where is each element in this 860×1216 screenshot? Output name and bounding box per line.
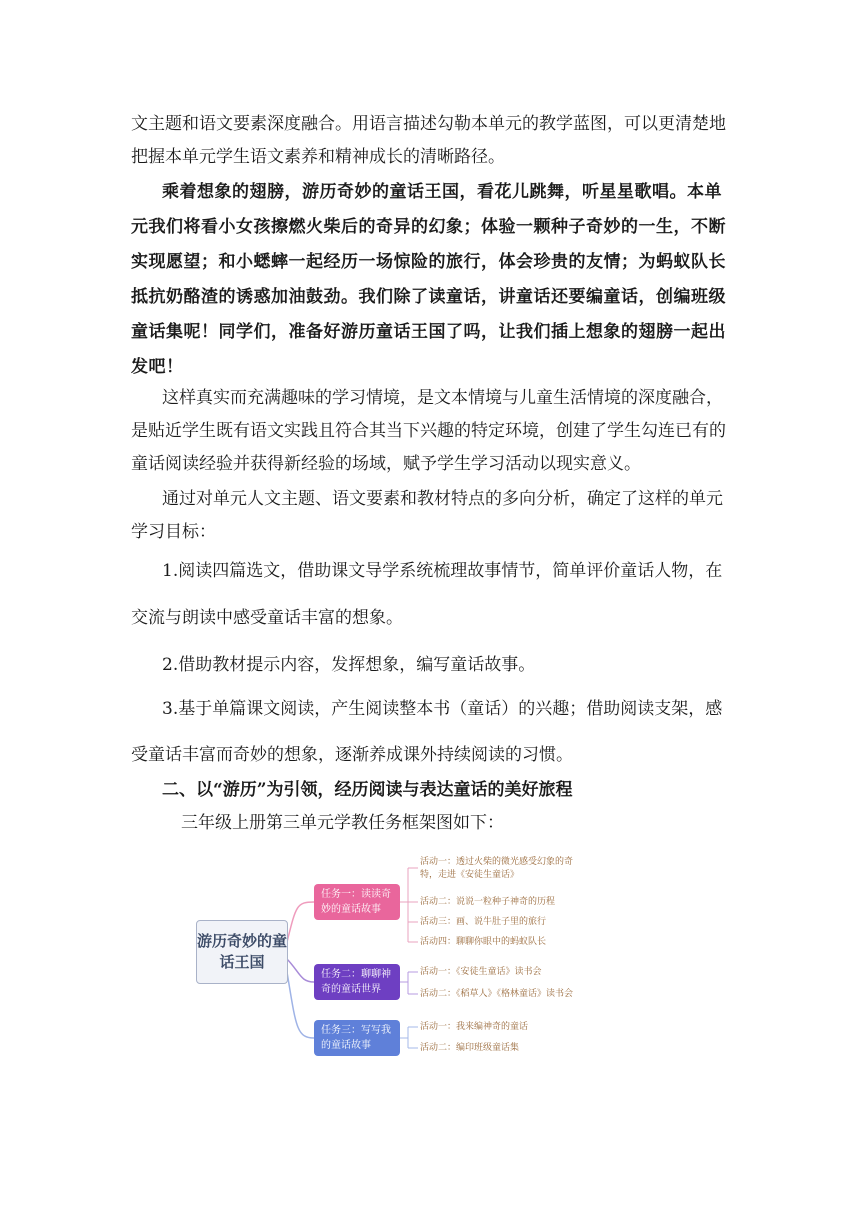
- quote-line: 实现愿望；和小蟋蟀一起经历一场惊险的旅行，体会珍贵的友情；为蚂蚁队长: [131, 252, 726, 272]
- paragraph-line: 是贴近学生既有语文实践且符合其当下兴趣的特定环境，创建了学生勾连已有的: [131, 421, 726, 441]
- activity-item: 活动一：我来编神奇的童话: [420, 1022, 529, 1032]
- figure-caption: 三年级上册第三单元学教任务框架图如下：: [181, 813, 504, 833]
- activity-item: 活动一：《安徒生童话》读书会: [420, 967, 542, 977]
- goal-line: 受童话丰富而奇妙的想象，逐渐养成课外持续阅读的习惯。: [131, 745, 573, 765]
- quote-line: 童话集呢！同学们，准备好游历童话王国了吗，让我们插上想象的翅膀一起出: [131, 322, 726, 342]
- goal-line: 交流与朗读中感受童话丰富的想象。: [131, 608, 403, 628]
- activity-item: 活动三：画、说牛肚子里的旅行: [420, 917, 547, 927]
- task-node-1: 任务一：读读奇妙的童话故事: [314, 884, 400, 920]
- activity-item: 活动二：说说一粒种子神奇的历程: [420, 897, 556, 907]
- quote-line: 抵抗奶酪渣的诱惑加油鼓劲。我们除了读童话，讲童话还要编童话，创编班级: [131, 287, 726, 307]
- goal-line: 2.借助教材提示内容，发挥想象，编写童话故事。: [162, 655, 536, 675]
- section-heading: 二、以“游历”为引领，经历阅读与表达童话的美好旅程: [162, 780, 573, 800]
- paragraph-line: 童话阅读经验并获得新经验的场域，赋予学生学习活动以现实意义。: [131, 454, 641, 474]
- quote-line: 元我们将看小女孩擦燃火柴后的奇异的幻象；体验一颗种子奇妙的一生，不断: [131, 217, 726, 237]
- paragraph-line: 把握本单元学生语文素养和精神成长的清晰路径。: [131, 147, 505, 167]
- paragraph-line: 文主题和语文要素深度融合。用语言描述勾勒本单元的教学蓝图，可以更清楚地: [131, 114, 726, 134]
- activity-item: 活动二：编印班级童话集: [420, 1043, 520, 1053]
- paragraph-line: 通过对单元人文主题、语文要素和教材特点的多向分析，确定了这样的单元: [162, 489, 723, 509]
- paragraph-line: 这样真实而充满趣味的学习情境，是文本情境与儿童生活情境的深度融合，: [162, 388, 723, 408]
- paragraph-line: 学习目标：: [131, 522, 216, 542]
- task-node-3: 任务三：写写我的童话故事: [314, 1020, 400, 1056]
- goal-line: 1.阅读四篇选文，借助课文导学系统梳理故事情节，简单评价童话人物，在: [162, 561, 723, 581]
- activity-item: 活动二：《稻草人》《格林童话》读书会: [420, 989, 574, 999]
- mindmap-figure: [196, 846, 616, 1066]
- activity-item: 活动四：聊聊你眼中的蚂蚁队长: [420, 937, 547, 947]
- mindmap-root-node: 游历奇妙的童话王国: [196, 920, 288, 984]
- quote-line: 乘着想象的翅膀，游历奇妙的童话王国，看花儿跳舞，听星星歌唱。本单: [162, 182, 722, 202]
- activity-item: 活动一：透过火柴的微光感受幻象的奇特，走进《安徒生童话》: [420, 857, 574, 880]
- goal-line: 3.基于单篇课文阅读，产生阅读整本书（童话）的兴趣；借助阅读支架，感: [162, 699, 723, 719]
- quote-line: 发吧！: [131, 357, 184, 377]
- task-node-2: 任务二：聊聊神奇的童话世界: [314, 964, 400, 1000]
